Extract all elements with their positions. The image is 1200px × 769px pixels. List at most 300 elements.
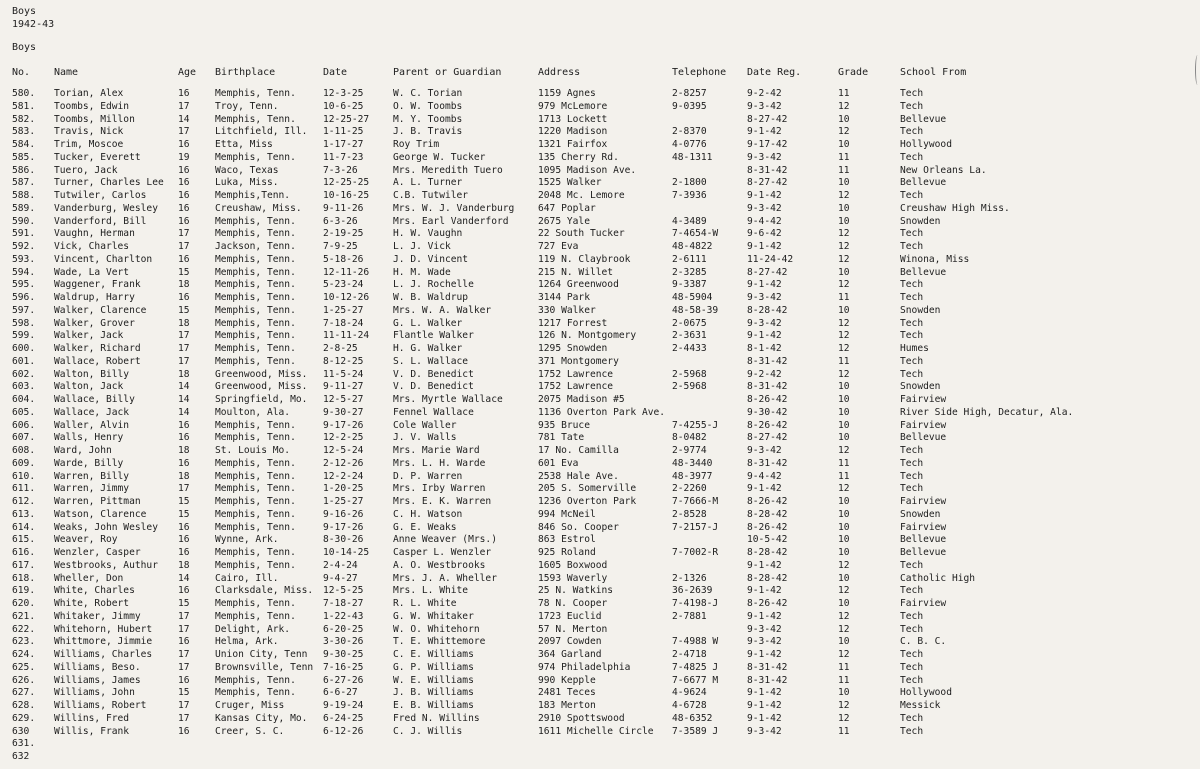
cell-date: 6-24-25 xyxy=(323,712,364,724)
cell-no: 629. xyxy=(12,712,36,724)
cell-no: 593. xyxy=(12,253,36,265)
cell-address: 1236 Overton Park xyxy=(538,496,637,507)
cell-date-reg: 9-3-42 xyxy=(747,202,782,214)
cell-birthplace: Memphis, Tenn. xyxy=(215,343,296,354)
cell-school-from: Tech xyxy=(900,661,924,673)
cell-birthplace: Waco, Texas xyxy=(215,164,279,176)
cell-no: 583. xyxy=(12,126,36,138)
cell-birthplace: St. Louis Mo. xyxy=(215,445,291,456)
cell-grade: 11 xyxy=(838,470,850,482)
cell-address: 1217 Forrest xyxy=(538,317,608,329)
cell-parent: W. B. Waldrup xyxy=(393,292,469,303)
cell-name: Wallace, Jack xyxy=(54,406,130,418)
cell-grade: 11 xyxy=(838,292,850,303)
cell-telephone: 2-5968 xyxy=(672,381,707,393)
cell-no: 608. xyxy=(12,445,36,456)
cell-birthplace: Luka, Miss. xyxy=(215,177,279,189)
cell-school-from: Bellevue xyxy=(900,534,947,546)
cell-date: 5-23-24 xyxy=(323,279,364,291)
cell-age: 18 xyxy=(178,279,190,291)
cell-name: Watson, Clarence xyxy=(54,508,147,520)
cell-date-reg: 8-27-42 xyxy=(747,177,788,189)
cell-parent: O. W. Toombs xyxy=(393,100,463,112)
cell-grade: 12 xyxy=(838,700,850,711)
cell-no: 594. xyxy=(12,266,36,278)
cell-age: 16 xyxy=(178,253,190,265)
cell-age: 17 xyxy=(178,649,190,660)
cell-address: 727 Eva xyxy=(538,241,579,252)
cell-date-reg: 9-17-42 xyxy=(747,139,788,150)
table-row xyxy=(0,369,1200,382)
cell-school-from: Tech xyxy=(900,88,924,99)
cell-name: Tutwiler, Carlos xyxy=(54,190,147,201)
table-row xyxy=(0,445,1200,458)
cell-address: 2481 Teces xyxy=(538,687,596,699)
cell-date: 3-30-26 xyxy=(323,636,364,648)
table-row xyxy=(0,496,1200,509)
cell-parent: Mrs. E. K. Warren xyxy=(393,496,492,507)
cell-no: 605. xyxy=(12,406,36,418)
cell-grade: 10 xyxy=(838,534,850,546)
cell-birthplace: Memphis, Tenn. xyxy=(215,432,296,444)
cell-telephone: 2-3631 xyxy=(672,330,707,342)
cell-telephone: 7-3589 J xyxy=(672,725,719,737)
cell-date-reg: 9-1-42 xyxy=(747,712,782,724)
cell-name: Walton, Billy xyxy=(54,368,130,380)
cell-address: 2097 Cowden xyxy=(538,636,602,648)
cell-date-reg: 9-1-42 xyxy=(747,241,782,252)
cell-telephone: 9-3387 xyxy=(672,279,707,291)
cell-date-reg: 9-1-42 xyxy=(747,559,782,571)
cell-birthplace: Creer, S. C. xyxy=(215,725,285,737)
cell-grade: 12 xyxy=(838,649,850,660)
cell-school-from: Creushaw High Miss. xyxy=(900,202,1010,214)
cell-grade: 10 xyxy=(838,687,850,699)
cell-age: 14 xyxy=(178,381,190,393)
table-row xyxy=(0,700,1200,713)
cell-date-reg: 8-28-42 xyxy=(747,304,788,316)
cell-address: 2048 Mc. Lemore xyxy=(538,190,625,201)
cell-date: 9-11-26 xyxy=(323,202,364,214)
cell-age: 15 xyxy=(178,496,190,507)
cell-no: 618. xyxy=(12,572,36,584)
cell-no: 582. xyxy=(12,113,36,125)
cell-parent: E. B. Williams xyxy=(393,700,474,711)
cell-address: 1264 Greenwood xyxy=(538,279,619,291)
table-row xyxy=(0,458,1200,471)
cell-telephone: 36-2639 xyxy=(672,585,713,597)
cell-parent: J. V. Walls xyxy=(393,432,457,444)
cell-name: Wenzler, Casper xyxy=(54,547,141,558)
cell-school-from: Fairview xyxy=(900,496,947,507)
cell-address: 2538 Hale Ave. xyxy=(538,470,619,482)
cell-age: 17 xyxy=(178,355,190,367)
cell-date-reg: 8-28-42 xyxy=(747,547,788,558)
cell-date: 6-6-27 xyxy=(323,687,358,699)
cell-no: 622. xyxy=(12,623,36,635)
cell-date: 1-25-27 xyxy=(323,496,364,507)
cell-date: 1-17-27 xyxy=(323,139,364,150)
cell-age: 17 xyxy=(178,610,190,622)
cell-no: 603. xyxy=(12,381,36,393)
cell-date: 12-25-27 xyxy=(323,113,370,125)
cell-age: 18 xyxy=(178,470,190,482)
cell-age: 16 xyxy=(178,457,190,469)
cell-date: 12-25-25 xyxy=(323,177,370,189)
cell-age: 14 xyxy=(178,572,190,584)
cell-school-from: Tech xyxy=(900,610,924,622)
header-school-from: School From xyxy=(900,67,967,78)
cell-birthplace: Greenwood, Miss. xyxy=(215,381,308,393)
cell-date-reg: 9-3-42 xyxy=(747,317,782,329)
cell-no: 590. xyxy=(12,215,36,227)
table-row xyxy=(0,432,1200,445)
cell-school-from: Tech xyxy=(900,241,924,252)
cell-age: 15 xyxy=(178,687,190,699)
cell-parent: G. L. Walker xyxy=(393,317,463,329)
cell-date: 7-18-24 xyxy=(323,317,364,329)
cell-name: White, Charles xyxy=(54,585,135,597)
cell-parent: Mrs. L. H. Warde xyxy=(393,457,486,469)
table-row xyxy=(0,420,1200,433)
cell-date-reg: 8-31-42 xyxy=(747,661,788,673)
cell-no: 592. xyxy=(12,241,36,252)
cell-grade: 11 xyxy=(838,674,850,686)
cell-age: 17 xyxy=(178,661,190,673)
cell-grade: 12 xyxy=(838,253,850,265)
table-row xyxy=(0,228,1200,241)
cell-name: Ward, John xyxy=(54,445,112,456)
cell-no: 615. xyxy=(12,534,36,546)
cell-address: 119 N. Claybrook xyxy=(538,253,631,265)
cell-no: 597. xyxy=(12,304,36,316)
cell-age: 16 xyxy=(178,432,190,444)
cell-date: 12-11-26 xyxy=(323,266,370,278)
cell-parent: H. G. Walker xyxy=(393,343,463,354)
school-year: 1942-43 xyxy=(12,19,55,30)
cell-telephone: 48-1311 xyxy=(672,151,713,163)
cell-school-from: Tech xyxy=(900,100,924,112)
cell-name: Torian, Alex xyxy=(54,88,124,99)
cell-date: 1-25-27 xyxy=(323,304,364,316)
cell-birthplace: Etta, Miss xyxy=(215,139,273,150)
cell-date: 8-30-26 xyxy=(323,534,364,546)
cell-address: 1295 Snowden xyxy=(538,343,608,354)
cell-name: Waldrup, Harry xyxy=(54,292,135,303)
cell-name: Williams, John xyxy=(54,687,135,699)
cell-telephone: 48-4822 xyxy=(672,241,713,252)
table-row xyxy=(0,356,1200,369)
cell-parent: R. L. White xyxy=(393,598,457,609)
cell-grade: 12 xyxy=(838,368,850,380)
cell-address: 1752 Lawrence xyxy=(538,368,614,380)
cell-school-from: Tech xyxy=(900,317,924,329)
cell-telephone: 48-3440 xyxy=(672,457,713,469)
cell-school-from: Tech xyxy=(900,126,924,138)
cell-address: 935 Bruce xyxy=(538,419,590,431)
cell-address: 974 Philadelphia xyxy=(538,661,631,673)
cell-school-from: Tech xyxy=(900,674,924,686)
cell-grade: 11 xyxy=(838,164,850,176)
table-row xyxy=(0,152,1200,165)
cell-parent: Anne Weaver (Mrs.) xyxy=(393,534,497,546)
cell-telephone: 4-9624 xyxy=(672,687,707,699)
cell-date: 12-2-25 xyxy=(323,432,364,444)
cell-address: 1220 Madison xyxy=(538,126,608,138)
cell-birthplace: Memphis, Tenn. xyxy=(215,547,296,558)
cell-grade: 12 xyxy=(838,190,850,201)
table-row xyxy=(0,662,1200,675)
cell-grade: 12 xyxy=(838,228,850,240)
cell-no: 591. xyxy=(12,228,36,240)
cell-grade: 10 xyxy=(838,419,850,431)
cell-parent: Mrs. J. A. Wheller xyxy=(393,572,497,584)
header-date-reg: Date Reg. xyxy=(747,67,802,78)
cell-parent: Mrs. W. A. Walker xyxy=(393,304,492,316)
cell-telephone: 2-1800 xyxy=(672,177,707,189)
cell-address: 215 N. Willet xyxy=(538,266,614,278)
cell-name: Wheller, Don xyxy=(54,572,124,584)
cell-date-reg: 8-27-42 xyxy=(747,266,788,278)
cell-address: 925 Roland xyxy=(538,547,596,558)
table-row xyxy=(0,649,1200,662)
cell-name: Vaughn, Herman xyxy=(54,228,135,240)
cell-birthplace: Memphis, Tenn. xyxy=(215,508,296,520)
cell-name: Warren, Jimmy xyxy=(54,483,130,495)
cell-grade: 12 xyxy=(838,126,850,138)
table-row xyxy=(0,241,1200,254)
cell-telephone: 48-5904 xyxy=(672,292,713,303)
cell-date-reg: 9-2-42 xyxy=(747,368,782,380)
cell-parent: W. E. Williams xyxy=(393,674,474,686)
cell-address: 2075 Madison #5 xyxy=(538,394,625,405)
cell-school-from: Tech xyxy=(900,712,924,724)
cell-parent: Cole Waller xyxy=(393,419,457,431)
cell-birthplace: Memphis, Tenn. xyxy=(215,253,296,265)
cell-date-reg: 9-3-42 xyxy=(747,725,782,737)
cell-school-from: Tech xyxy=(900,355,924,367)
cell-grade: 10 xyxy=(838,202,850,214)
cell-no: 625. xyxy=(12,661,36,673)
cell-school-from: Bellevue xyxy=(900,547,947,558)
cell-telephone: 48-3977 xyxy=(672,470,713,482)
cell-telephone: 9-0395 xyxy=(672,100,707,112)
cell-address: 1136 Overton Park Ave. xyxy=(538,406,666,418)
cell-date: 9-17-26 xyxy=(323,521,364,533)
cell-date: 8-12-25 xyxy=(323,355,364,367)
cell-date: 9-19-24 xyxy=(323,700,364,711)
cell-date: 6-20-25 xyxy=(323,623,364,635)
cell-telephone: 2-4718 xyxy=(672,649,707,660)
cell-age: 17 xyxy=(178,623,190,635)
cell-age: 14 xyxy=(178,406,190,418)
cell-parent: George W. Tucker xyxy=(393,151,486,163)
cell-date-reg: 9-1-42 xyxy=(747,610,782,622)
cell-school-from: Snowden xyxy=(900,215,941,227)
cell-date-reg: 9-1-42 xyxy=(747,687,782,699)
cell-parent: L. J. Vick xyxy=(393,241,451,252)
header-name: Name xyxy=(54,67,79,78)
table-row xyxy=(0,318,1200,331)
cell-school-from: Messick xyxy=(900,700,941,711)
cell-no: 611. xyxy=(12,483,36,495)
cell-date-reg: 9-6-42 xyxy=(747,228,782,240)
cell-age: 18 xyxy=(178,368,190,380)
table-row xyxy=(0,751,1200,764)
cell-date: 12-3-25 xyxy=(323,88,364,99)
cell-date-reg: 9-4-42 xyxy=(747,215,782,227)
cell-telephone: 2-4433 xyxy=(672,343,707,354)
cell-grade: 10 xyxy=(838,177,850,189)
cell-grade: 10 xyxy=(838,266,850,278)
cell-parent: H. W. Vaughn xyxy=(393,228,463,240)
cell-name: Willins, Fred xyxy=(54,712,130,724)
cell-age: 16 xyxy=(178,547,190,558)
cell-date-reg: 9-3-42 xyxy=(747,445,782,456)
cell-no: 589. xyxy=(12,202,36,214)
cell-birthplace: Cruger, Miss xyxy=(215,700,285,711)
cell-date: 9-4-27 xyxy=(323,572,358,584)
cell-birthplace: Memphis, Tenn. xyxy=(215,304,296,316)
cell-age: 17 xyxy=(178,126,190,138)
cell-date-reg: 11-24-42 xyxy=(747,253,794,265)
cell-name: Toombs, Millon xyxy=(54,113,135,125)
cell-date-reg: 10-5-42 xyxy=(747,534,788,546)
cell-date-reg: 9-3-42 xyxy=(747,636,782,648)
cell-name: Waggener, Frank xyxy=(54,279,141,291)
cell-school-from: Snowden xyxy=(900,381,941,393)
cell-parent: G. W. Whitaker xyxy=(393,610,474,622)
cell-name: White, Robert xyxy=(54,598,130,609)
cell-parent: Mrs. Meredith Tuero xyxy=(393,164,503,176)
cell-birthplace: Cairo, Ill. xyxy=(215,572,279,584)
cell-parent: Flantle Walker xyxy=(393,330,474,342)
cell-age: 15 xyxy=(178,598,190,609)
cell-grade: 10 xyxy=(838,496,850,507)
cell-no: 606. xyxy=(12,419,36,431)
cell-telephone: 7-7002-R xyxy=(672,547,719,558)
cell-no: 599. xyxy=(12,330,36,342)
cell-birthplace: Helma, Ark. xyxy=(215,636,279,648)
cell-telephone: 2-0675 xyxy=(672,317,707,329)
cell-date-reg: 8-26-42 xyxy=(747,598,788,609)
cell-grade: 10 xyxy=(838,215,850,227)
cell-school-from: Snowden xyxy=(900,304,941,316)
cell-grade: 12 xyxy=(838,585,850,597)
cell-birthplace: Union City, Tenn xyxy=(215,649,308,660)
cell-birthplace: Memphis, Tenn. xyxy=(215,228,296,240)
cell-date-reg: 8-27-42 xyxy=(747,432,788,444)
table-row xyxy=(0,636,1200,649)
cell-telephone: 2-8257 xyxy=(672,88,707,99)
header-date: Date xyxy=(323,67,348,78)
table-row xyxy=(0,267,1200,280)
cell-birthplace: Memphis, Tenn. xyxy=(215,215,296,227)
cell-grade: 12 xyxy=(838,610,850,622)
cell-address: 781 Tate xyxy=(538,432,585,444)
cell-no: 628. xyxy=(12,700,36,711)
cell-parent: C. J. Willis xyxy=(393,725,463,737)
cell-telephone: 8-0482 xyxy=(672,432,707,444)
cell-birthplace: Delight, Ark. xyxy=(215,623,291,635)
cell-parent: W. O. Whitehorn xyxy=(393,623,480,635)
cell-birthplace: Springfield, Mo. xyxy=(215,394,308,405)
cell-date: 9-30-27 xyxy=(323,406,364,418)
cell-parent: V. D. Benedict xyxy=(393,368,474,380)
cell-name: Toombs, Edwin xyxy=(54,100,130,112)
cell-grade: 10 xyxy=(838,113,850,125)
cell-age: 16 xyxy=(178,202,190,214)
cell-date: 5-18-26 xyxy=(323,253,364,265)
cell-name: Williams, James xyxy=(54,674,141,686)
cell-date: 7-3-26 xyxy=(323,164,358,176)
table-row xyxy=(0,394,1200,407)
cell-date: 6-12-26 xyxy=(323,725,364,737)
cell-age: 14 xyxy=(178,394,190,405)
cell-date: 12-5-25 xyxy=(323,585,364,597)
cell-address: 1605 Boxwood xyxy=(538,559,608,571)
cell-address: 1752 Lawrence xyxy=(538,381,614,393)
cell-name: Vincent, Charlton xyxy=(54,253,153,265)
cell-birthplace: Wynne, Ark. xyxy=(215,534,279,546)
cell-no: 619. xyxy=(12,585,36,597)
cell-name: Whitehorn, Hubert xyxy=(54,623,153,635)
cell-date-reg: 9-3-42 xyxy=(747,623,782,635)
cell-date-reg: 8-26-42 xyxy=(747,419,788,431)
cell-name: Warde, Billy xyxy=(54,457,124,469)
cell-school-from: Fairview xyxy=(900,598,947,609)
cell-age: 17 xyxy=(178,712,190,724)
cell-no: 614. xyxy=(12,521,36,533)
cell-parent: T. E. Whittemore xyxy=(393,636,486,648)
cell-date: 1-22-43 xyxy=(323,610,364,622)
cell-school-from: Hollywood xyxy=(900,139,952,150)
cell-date-reg: 9-1-42 xyxy=(747,700,782,711)
cell-date: 12-5-24 xyxy=(323,445,364,456)
cell-school-from: Winona, Miss xyxy=(900,253,970,265)
cell-school-from: Catholic High xyxy=(900,572,976,584)
cell-birthplace: Memphis, Tenn. xyxy=(215,521,296,533)
cell-grade: 12 xyxy=(838,623,850,635)
cell-date-reg: 9-1-42 xyxy=(747,585,782,597)
cell-parent: Fennel Wallace xyxy=(393,406,474,418)
cell-name: Wallace, Billy xyxy=(54,394,135,405)
table-row xyxy=(0,483,1200,496)
table-row xyxy=(0,573,1200,586)
cell-name: Vanderford, Bill xyxy=(54,215,147,227)
cell-telephone: 7-4825 J xyxy=(672,661,719,673)
cell-school-from: Tech xyxy=(900,279,924,291)
cell-age: 19 xyxy=(178,151,190,163)
cell-birthplace: Brownsville, Tenn xyxy=(215,661,314,673)
cell-no: 584. xyxy=(12,139,36,150)
cell-school-from: Fairview xyxy=(900,521,947,533)
cell-school-from: Bellevue xyxy=(900,113,947,125)
cell-grade: 12 xyxy=(838,483,850,495)
cell-grade: 12 xyxy=(838,330,850,342)
header-parent: Parent or Guardian xyxy=(393,67,502,78)
table-row xyxy=(0,177,1200,190)
cell-school-from: Tech xyxy=(900,228,924,240)
table-row xyxy=(0,611,1200,624)
cell-address: 1713 Lockett xyxy=(538,113,608,125)
cell-grade: 11 xyxy=(838,151,850,163)
cell-name: Wade, La Vert xyxy=(54,266,130,278)
cell-no: 581. xyxy=(12,100,36,112)
table-row xyxy=(0,126,1200,139)
cell-grade: 10 xyxy=(838,636,850,648)
cell-date: 2-4-24 xyxy=(323,559,358,571)
